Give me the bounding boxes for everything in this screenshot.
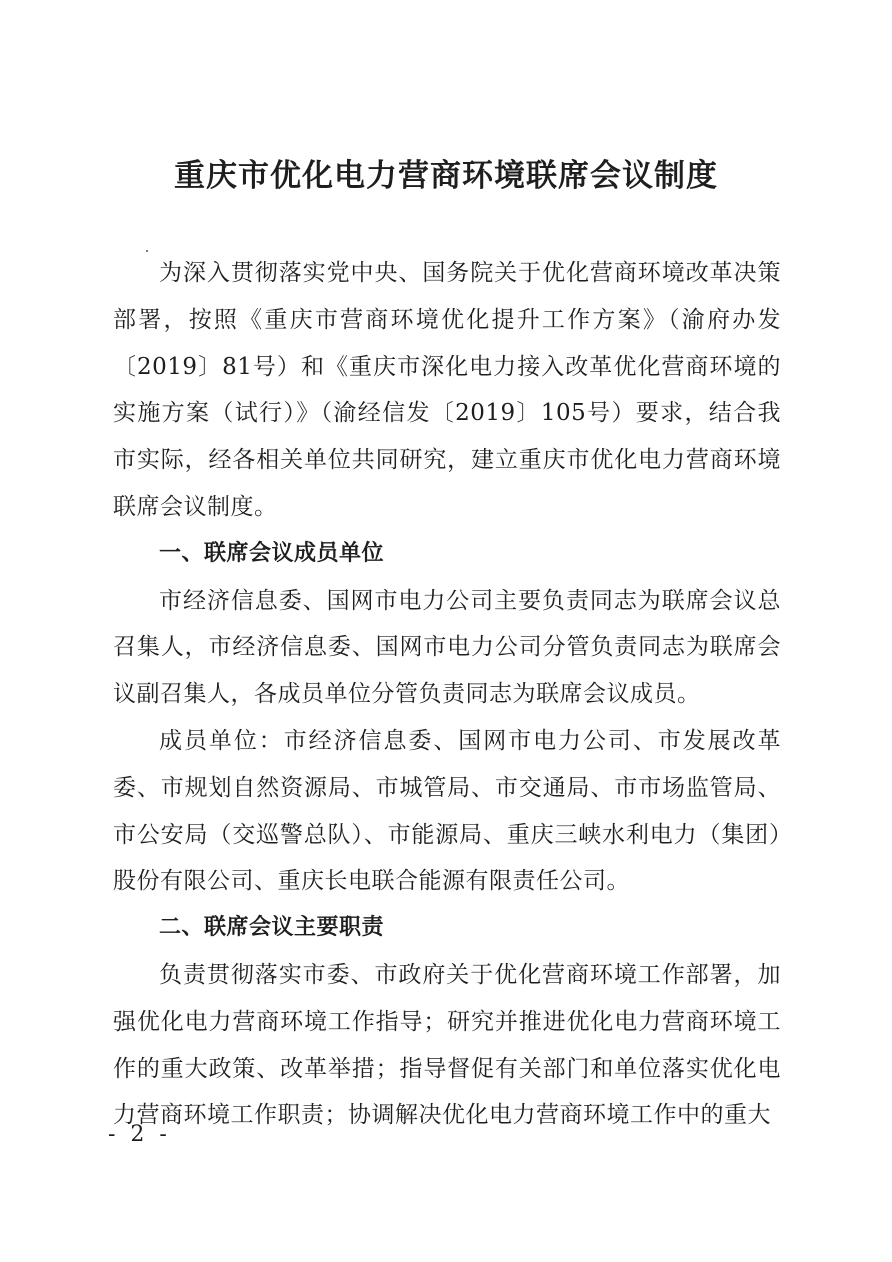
document-body xyxy=(113,250,781,1139)
paragraph-intro: 为深入贯彻落实党中央、国务院关于优化营商环境改革决策部署，按照《重庆市营商环境优化提升工作方案》（渝府办发〔2019〕81号）和《重庆市深化电力接入改革优化营商环境的实施方案（试行）》（渝经信发〔2019〕105号）要求，结合我市实际，经各相关单位共同研究，建立重庆市优化电力营商环境联席会议制度。 xyxy=(113,260,781,520)
paragraph-convener: 市经济信息委、国网市电力公司主要负责同志为联席会议总召集人，市经济信息委、国网市电力公司分管负责同志为联席会议副召集人，各成员单位分管负责同志为联席会议成员。 xyxy=(113,587,781,708)
paragraph-member-units: 成员单位：市经济信息委、国网市电力公司、市发展改革委、市规划自然资源局、市城管局、市交通局、市市场监管局、市公安局（交巡警总队）、市能源局、重庆三峡水利电力（集团）股份有限公司、重庆长电联合能源有限责任公司。 xyxy=(113,727,781,895)
page-number: - 2 - xyxy=(108,1122,171,1147)
section-heading-1: 一、联席会议成员单位 xyxy=(159,540,385,566)
paragraph-duties: 负责贯彻落实市委、市政府关于优化营商环境工作部署，加强优化电力营商环境工作指导；研究并推进优化电力营商环境工作的重大政策、改革举措；指导督促有关部门和单位落实优化电力营商环境工作职责；协调解决优化电力营商环境工作中的重大 xyxy=(113,961,781,1129)
section-heading-2: 二、联席会议主要职责 xyxy=(159,915,385,941)
document-title: 重庆市优化电力营商环境联席会议制度 xyxy=(174,158,718,194)
